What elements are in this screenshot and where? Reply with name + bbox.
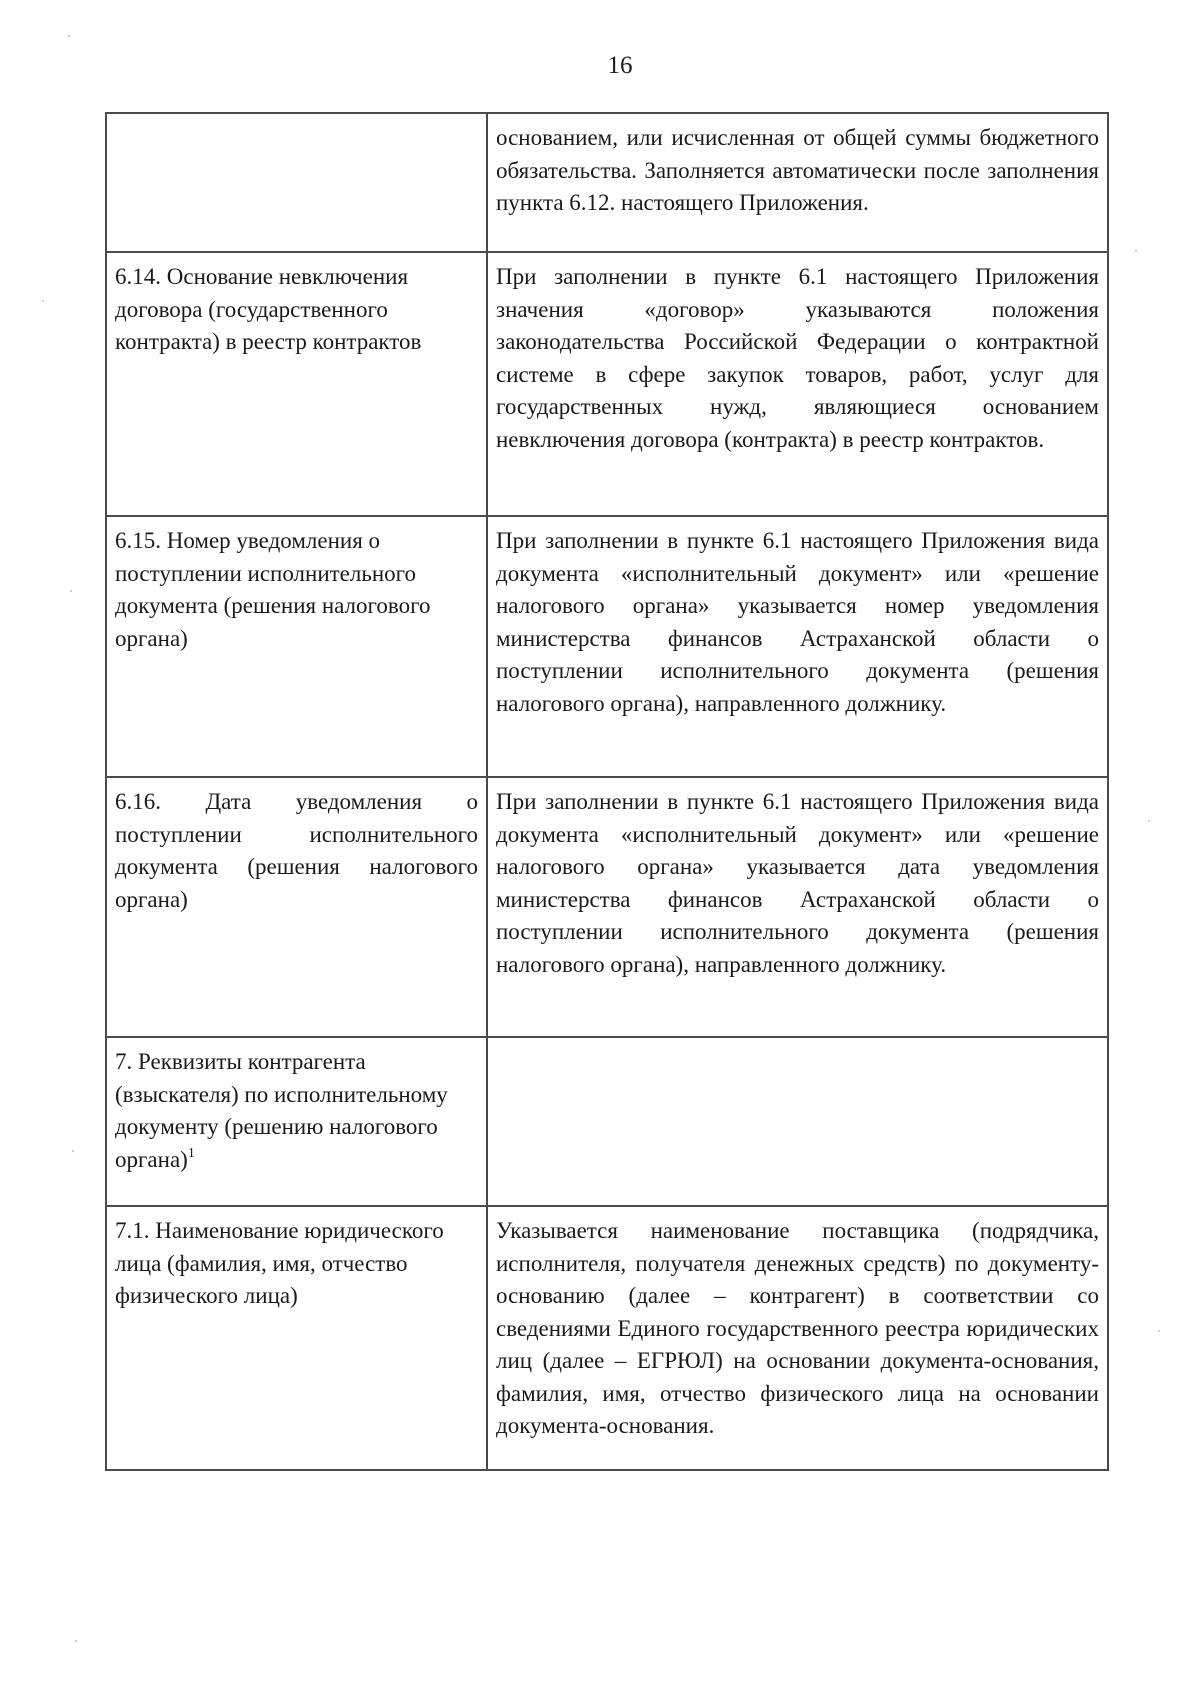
table-row: [106, 1206, 1108, 1470]
field-name: 6.16. Дата уведомления о поступлении исполнительного документа (решения налогового органа): [115, 789, 478, 912]
scan-speck: [75, 1640, 77, 1642]
table-row: [106, 777, 1108, 1037]
field-name: 7. Реквизиты контрагента (взыскателя) по исполнительному документу (решению налогового органа): [115, 1049, 448, 1172]
scan-speck: [1158, 1330, 1160, 1332]
field-name-cell: [106, 1206, 487, 1470]
requisites-table: [105, 112, 1109, 1471]
field-description-cell: [487, 252, 1108, 516]
field-description: При заполнении в пункте 6.1 настоящего Приложения вида документа «исполнительный документ» или «решение налогового органа» указывается номер уведомления министерства финансов Астраханской области о поступлении исполнительного документа (решения налогового органа), направленного должнику.: [496, 528, 1099, 716]
field-name-cell: [106, 516, 487, 777]
field-name-cell: [106, 777, 487, 1037]
scan-speck: [1148, 820, 1150, 822]
table-row: [106, 252, 1108, 516]
field-description: Указывается наименование поставщика (подрядчика, исполнителя, получателя денежных средств) по документу-основанию (далее – контрагент) в соответствии со сведениями Единого государственного реестра юридических лиц (далее – ЕГРЮЛ) на основании документа-основания, фамилия, имя, отчество физического лица на основании документа-основания.: [496, 1218, 1099, 1438]
field-description-cell: [487, 1206, 1108, 1470]
field-name: 6.14. Основание невключения договора (государственного контракта) в реестр контрактов: [115, 264, 422, 354]
scan-speck: [72, 1150, 74, 1152]
field-name: 6.15. Номер уведомления о поступлении исполнительного документа (решения налогового органа): [115, 528, 431, 651]
table-row: [106, 1037, 1108, 1206]
page-number: 16: [607, 52, 633, 79]
field-name-cell: [106, 252, 487, 516]
footnote-marker: 1: [187, 1145, 195, 1161]
table-row: [106, 113, 1108, 252]
scan-speck: [42, 300, 44, 302]
scan-speck: [68, 35, 70, 37]
field-description-cell: [487, 1037, 1108, 1206]
table-row: [106, 516, 1108, 777]
field-description-cell: [487, 113, 1108, 252]
field-name-cell: [106, 113, 487, 252]
scan-speck: [1135, 250, 1137, 252]
scan-speck: [70, 590, 72, 592]
field-description: основанием, или исчисленная от общей суммы бюджетного обязательства. Заполняется автоматически после заполнения пункта 6.12. настоящего Приложения.: [496, 125, 1099, 215]
field-description: При заполнении в пункте 6.1 настоящего Приложения значения «договор» указываются положения законодательства Российской Федерации о контрактной системе в сфере закупок товаров, работ, услуг для государственных нужд, являющиеся основанием невключения договора (контракта) в реестр контрактов.: [496, 264, 1099, 452]
field-name: 7.1. Наименование юридического лица (фамилия, имя, отчество физического лица): [115, 1218, 444, 1308]
field-description-cell: [487, 777, 1108, 1037]
field-name-cell: [106, 1037, 487, 1206]
field-description-cell: [487, 516, 1108, 777]
field-description: При заполнении в пункте 6.1 настоящего Приложения вида документа «исполнительный документ» или «решение налогового органа» указывается дата уведомления министерства финансов Астраханской области о поступлении исполнительного документа (решения налогового органа), направленного должнику.: [496, 789, 1099, 977]
